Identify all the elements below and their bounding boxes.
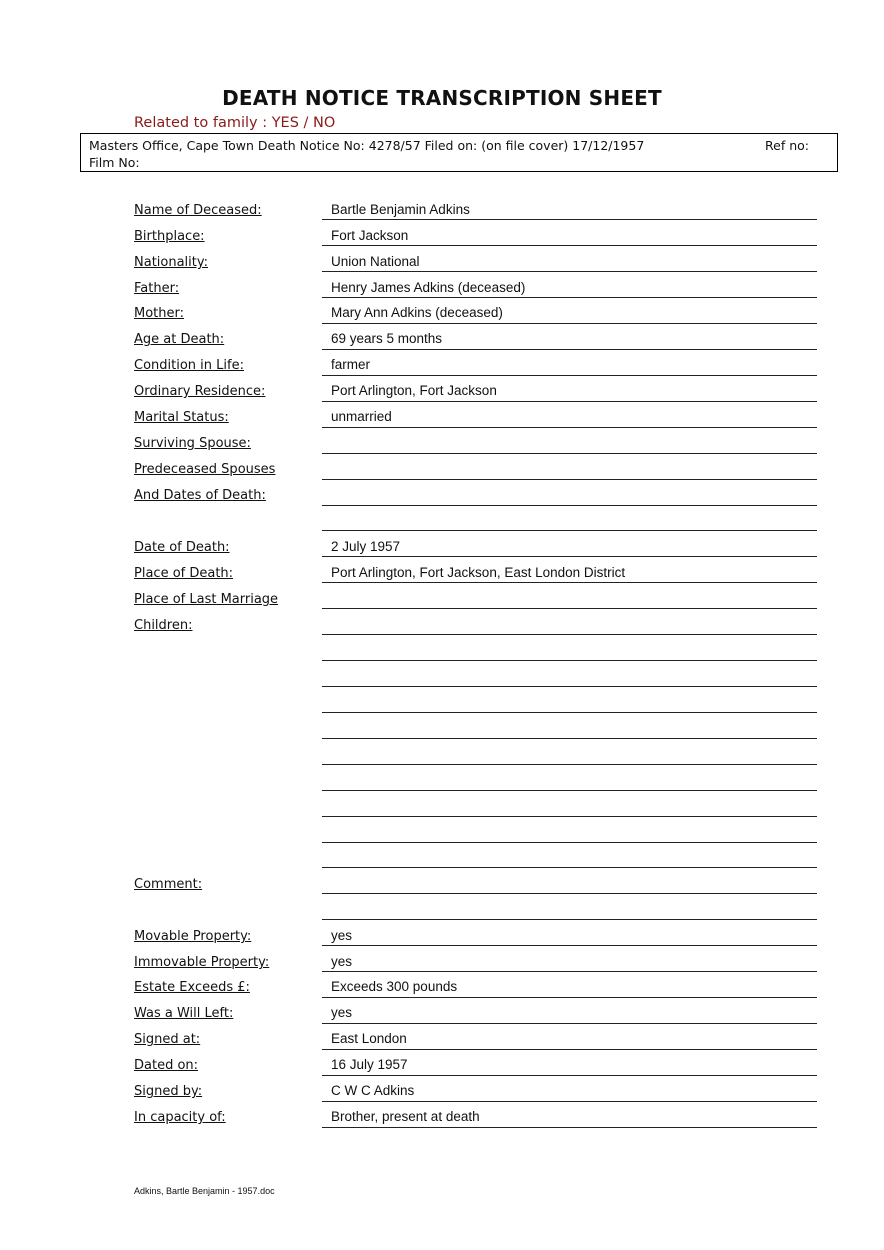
- value-signed-by: C W C Adkins: [331, 1083, 415, 1098]
- rule-blank: [322, 842, 817, 843]
- rule-name-of-deceased: [322, 219, 817, 220]
- rule-in-capacity-of: [322, 1127, 817, 1128]
- rule-blank: [322, 660, 817, 661]
- label-immovable-property: Immovable Property:: [134, 955, 270, 970]
- label-date-of-death: Date of Death:: [134, 540, 230, 555]
- rule-dated-on: [322, 1075, 817, 1076]
- rule-predeceased-spouses: [322, 479, 817, 480]
- rule-age-at-death: [322, 349, 817, 350]
- label-name-of-deceased: Name of Deceased:: [134, 203, 262, 218]
- label-age-at-death: Age at Death:: [134, 332, 225, 347]
- label-signed-at: Signed at:: [134, 1032, 201, 1047]
- rule-mother: [322, 323, 817, 324]
- rule-father: [322, 297, 817, 298]
- rule-blank: [322, 764, 817, 765]
- rule-birthplace: [322, 245, 817, 246]
- rule-blank: [322, 738, 817, 739]
- label-birthplace: Birthplace:: [134, 229, 205, 244]
- label-father: Father:: [134, 281, 180, 296]
- document-title: DEATH NOTICE TRANSCRIPTION SHEET: [222, 86, 662, 110]
- label-dated-on: Dated on:: [134, 1058, 199, 1073]
- related-to-family: Related to family : YES / NO: [134, 115, 336, 131]
- label-was-a-will-left: Was a Will Left:: [134, 1006, 234, 1021]
- rule-blank: [322, 816, 817, 817]
- value-marital-status: unmarried: [331, 409, 392, 424]
- label-nationality: Nationality:: [134, 255, 209, 270]
- rule-blank: [322, 919, 817, 920]
- label-in-capacity-of: In capacity of:: [134, 1110, 226, 1125]
- rule-immovable-property: [322, 971, 817, 972]
- value-dated-on: 16 July 1957: [331, 1057, 408, 1072]
- label-children: Children:: [134, 618, 193, 633]
- value-estate-exceeds: Exceeds 300 pounds: [331, 979, 458, 994]
- value-ordinary-residence: Port Arlington, Fort Jackson: [331, 383, 497, 398]
- label-surviving-spouse: Surviving Spouse:: [134, 436, 251, 451]
- rule-date-of-death: [322, 556, 817, 557]
- header-info-box: [80, 133, 838, 172]
- label-comment: Comment:: [134, 877, 203, 892]
- value-immovable-property: yes: [331, 954, 353, 969]
- rule-was-a-will-left: [322, 1023, 817, 1024]
- rule-signed-by: [322, 1101, 817, 1102]
- footer-filename: Adkins, Bartle Benjamin - 1957.doc: [134, 1186, 275, 1196]
- rule-dates-of-death: [322, 505, 817, 506]
- value-father: Henry James Adkins (deceased): [331, 280, 526, 295]
- label-place-of-last-marriage: Place of Last Marriage: [134, 592, 279, 607]
- value-age-at-death: 69 years 5 months: [331, 331, 443, 346]
- rule-comment: [322, 893, 817, 894]
- value-place-of-death: Port Arlington, Fort Jackson, East London District: [331, 565, 626, 580]
- value-mother: Mary Ann Adkins (deceased): [331, 305, 503, 320]
- rule-blank: [322, 530, 817, 531]
- label-place-of-death: Place of Death:: [134, 566, 234, 581]
- value-date-of-death: 2 July 1957: [331, 539, 401, 554]
- rule-blank: [322, 712, 817, 713]
- rule-blank: [322, 790, 817, 791]
- label-estate-exceeds: Estate Exceeds £:: [134, 980, 250, 995]
- value-movable-property: yes: [331, 928, 353, 943]
- rule-marital-status: [322, 427, 817, 428]
- label-movable-property: Movable Property:: [134, 929, 252, 944]
- label-signed-by: Signed by:: [134, 1084, 203, 1099]
- rule-place-of-death: [322, 582, 817, 583]
- rule-nationality: [322, 271, 817, 272]
- label-condition-in-life: Condition in Life:: [134, 358, 244, 373]
- label-ordinary-residence: Ordinary Residence:: [134, 384, 266, 399]
- label-marital-status: Marital Status:: [134, 410, 229, 425]
- rule-blank: [322, 686, 817, 687]
- rule-movable-property: [322, 945, 817, 946]
- value-was-a-will-left: yes: [331, 1005, 353, 1020]
- rule-ordinary-residence: [322, 401, 817, 402]
- ref-no-label: Ref no:: [765, 138, 809, 153]
- rule-signed-at: [322, 1049, 817, 1050]
- label-mother: Mother:: [134, 306, 185, 321]
- label-predeceased-spouses: Predeceased Spouses: [134, 462, 276, 477]
- rule-estate-exceeds: [322, 997, 817, 998]
- value-condition-in-life: farmer: [331, 357, 371, 372]
- value-birthplace: Fort Jackson: [331, 228, 409, 243]
- value-in-capacity-of: Brother, present at death: [331, 1109, 480, 1124]
- rule-children: [322, 634, 817, 635]
- value-nationality: Union National: [331, 254, 420, 269]
- death-notice-info: Masters Office, Cape Town Death Notice No: 4278/57 Filed on: (on file cover) 17/12/1957: [89, 138, 645, 153]
- rule-condition-in-life: [322, 375, 817, 376]
- value-name-of-deceased: Bartle Benjamin Adkins: [331, 202, 470, 217]
- value-signed-at: East London: [331, 1031, 407, 1046]
- rule-blank: [322, 867, 817, 868]
- rule-surviving-spouse: [322, 453, 817, 454]
- film-no-label: Film No:: [89, 155, 140, 170]
- label-dates-of-death: And Dates of Death:: [134, 488, 266, 503]
- rule-place-of-last-marriage: [322, 608, 817, 609]
